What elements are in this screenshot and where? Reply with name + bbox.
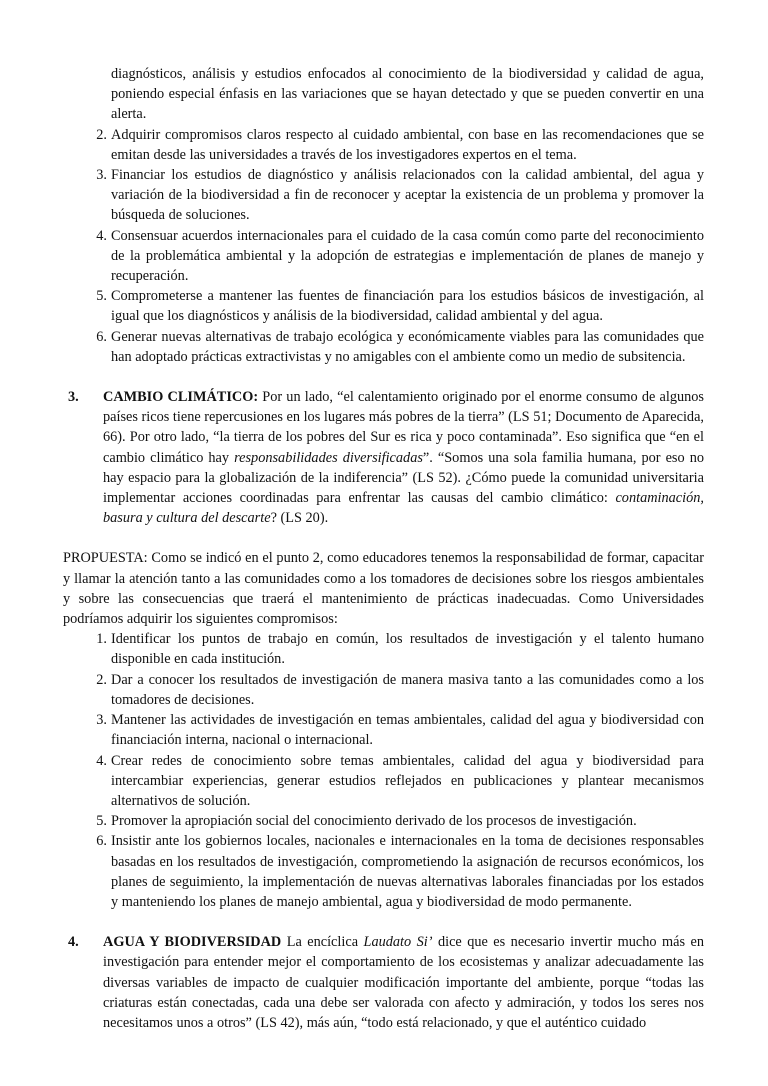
list-item-text: Generar nuevas alternativas de trabajo ecológica y económicamente viables para las comunidades que han adoptado prácticas extractivistas y no amigables con el ambiente como un medio de subsitencia.: [111, 328, 704, 365]
list-item-text: Dar a conocer los resultados de investigación de manera masiva tanto a las comunidades como a los tomadores de decisiones.: [111, 671, 704, 708]
section-number: 3.: [68, 389, 79, 406]
list-item: [63, 629, 704, 669]
list-item-text: Promover la apropiación social del conocimiento derivado de los procesos de investigación.: [111, 813, 637, 830]
list-item-text: Identificar los puntos de trabajo en común, los resultados de investigación y el talento humano disponible en cada institución.: [111, 631, 704, 668]
list-item: [63, 831, 704, 912]
list-item: [63, 710, 704, 750]
list-item-number: 2.: [96, 126, 107, 143]
list-item-text: Mantener las actividades de investigación en temas ambientales, calidad del agua y biodiversidad con financiación interna, nacional o internacional.: [111, 712, 704, 749]
list-item-number: 3.: [96, 712, 107, 729]
list-item-text: Financiar los estudios de diagnóstico y análisis relacionados con la calidad ambiental, del agua y variación de la biodiversidad a fin de reconocer y aceptar la existencia de un problema y promover la búsqueda de soluciones.: [111, 167, 704, 224]
list-item-number: 6.: [96, 328, 107, 345]
list-item: [63, 165, 704, 226]
list-item-text: Crear redes de conocimiento sobre temas ambientales, calidad del agua y biodiversidad para intercambiar experiencias, generar estudios reflejados en publicaciones y plantear mecanismos alternativos de solución.: [111, 752, 704, 809]
list-item: [63, 811, 704, 831]
list-item-number: 4.: [96, 752, 107, 769]
list-item: [63, 751, 704, 812]
list-item-text: Adquirir compromisos claros respecto al cuidado ambiental, con base en las recomendaciones que se emitan desde las universidades a través de los investigadores expertos en el tema.: [111, 126, 704, 163]
section-paragraph: [103, 932, 704, 1033]
list-item: [63, 327, 704, 367]
paragraph-text: Por un lado, “el calentamiento originado por el enorme consumo de algunos países ricos tiene repercusiones en los lugares más pobres de la tierra” (LS 51; Documento de Aparecida, 66). Por otro lado, “la tierra de los pobres del Sur es rica y poco contaminada”. Eso significa que “en el cambio climático hay: [103, 389, 704, 466]
paragraph-text: dice que es necesario invertir mucho más en investigación para entender mejor el comportamiento de los ecosistemas y analizar adecuadamente las diversas variables de impacto de cualquier modificación importante del ambiente, porque “todas las criaturas están conectadas, cada una debe ser valorada con afecto y admiración, y todos los seres nos necesitamos unos a otros” (LS 42), más aún, “todo está relacionado, y que el auténtico cuidado: [103, 934, 704, 1031]
list-item-text: Insistir ante los gobiernos locales, nacionales e internacionales en la toma de decisiones responsables basadas en los resultados de investigación, comprometiendo la asignación de recursos económicos, los planes de seguimiento, la implementación de nuevas alternativas laborales financiadas por los estados y manteniendo los planes de manejo ambiental, agua y biodiversidad de modo permanente.: [111, 833, 704, 910]
list-item-number: 2.: [96, 671, 107, 688]
paragraph-text: La encíclica: [281, 934, 364, 951]
italic-text: Laudato Si’: [363, 934, 433, 951]
list-item: [63, 125, 704, 165]
section-water-biodiversity: [63, 932, 704, 1033]
section-title: CAMBIO CLIMÁTICO:: [103, 389, 259, 406]
section-title: AGUA Y BIODIVERSIDAD: [103, 934, 282, 951]
section-paragraph: [103, 387, 704, 528]
italic-text: responsabilidades diversificadas: [234, 449, 423, 466]
list-item-number: 5.: [96, 288, 107, 305]
italic-text: contaminación, basura y cultura del descarte: [103, 490, 704, 527]
paragraph-text: ? (LS 20).: [270, 510, 329, 527]
list-item-text: Consensuar acuerdos internacionales para el cuidado de la casa común como parte del reconocimiento de la problemática ambiental y la adopción de estrategias e implementación de planes de manejo y recuperación.: [111, 227, 704, 285]
list-item-text: Comprometerse a mantener las fuentes de financiación para los estudios básicos de investigación, al igual que los diagnósticos y análisis de la biodiversidad, calidad ambiental y del agua.: [111, 288, 704, 325]
list-item: [63, 670, 704, 710]
list-item: [63, 226, 704, 287]
proposal-paragraph: PROPUESTA: Como se indicó en el punto 2, como educadores tenemos la responsabilidad de formar, capacitar y llamar la atención tanto a las comunidades como a los tomadores de decisiones sobre los riesgos ambientales y sobre las consecuencias que traerá el mantenimiento de prácticas inadecuadas. Como Universidades podríamos adquirir los siguientes compromisos:: [63, 550, 704, 628]
list-item-number: 1.: [96, 631, 107, 648]
section-number: 4.: [68, 934, 79, 951]
commitments-list-1: [63, 125, 704, 367]
list-item-continuation: diagnósticos, análisis y estudios enfocados al conocimiento de la biodiversidad y calidad de agua, poniendo especial énfasis en las variaciones que se hayan detectado y que se pueden convertir en una alerta.: [111, 66, 704, 123]
section-climate-change: [63, 387, 704, 528]
list-item-number: 3.: [96, 167, 107, 184]
list-item-number: 5.: [96, 813, 107, 830]
list-item-number: 6.: [96, 833, 107, 850]
commitments-list-2: [63, 629, 704, 912]
paragraph-text: ”. “Somos una sola familia humana, por eso no hay espacio para la globalización de la indiferencia” (LS 52). ¿Cómo puede la comunidad universitaria implementar acciones coordinadas para enfrentar las causas del cambio climático:: [103, 449, 704, 507]
list-item-number: 4.: [96, 227, 107, 244]
list-item: [63, 286, 704, 326]
